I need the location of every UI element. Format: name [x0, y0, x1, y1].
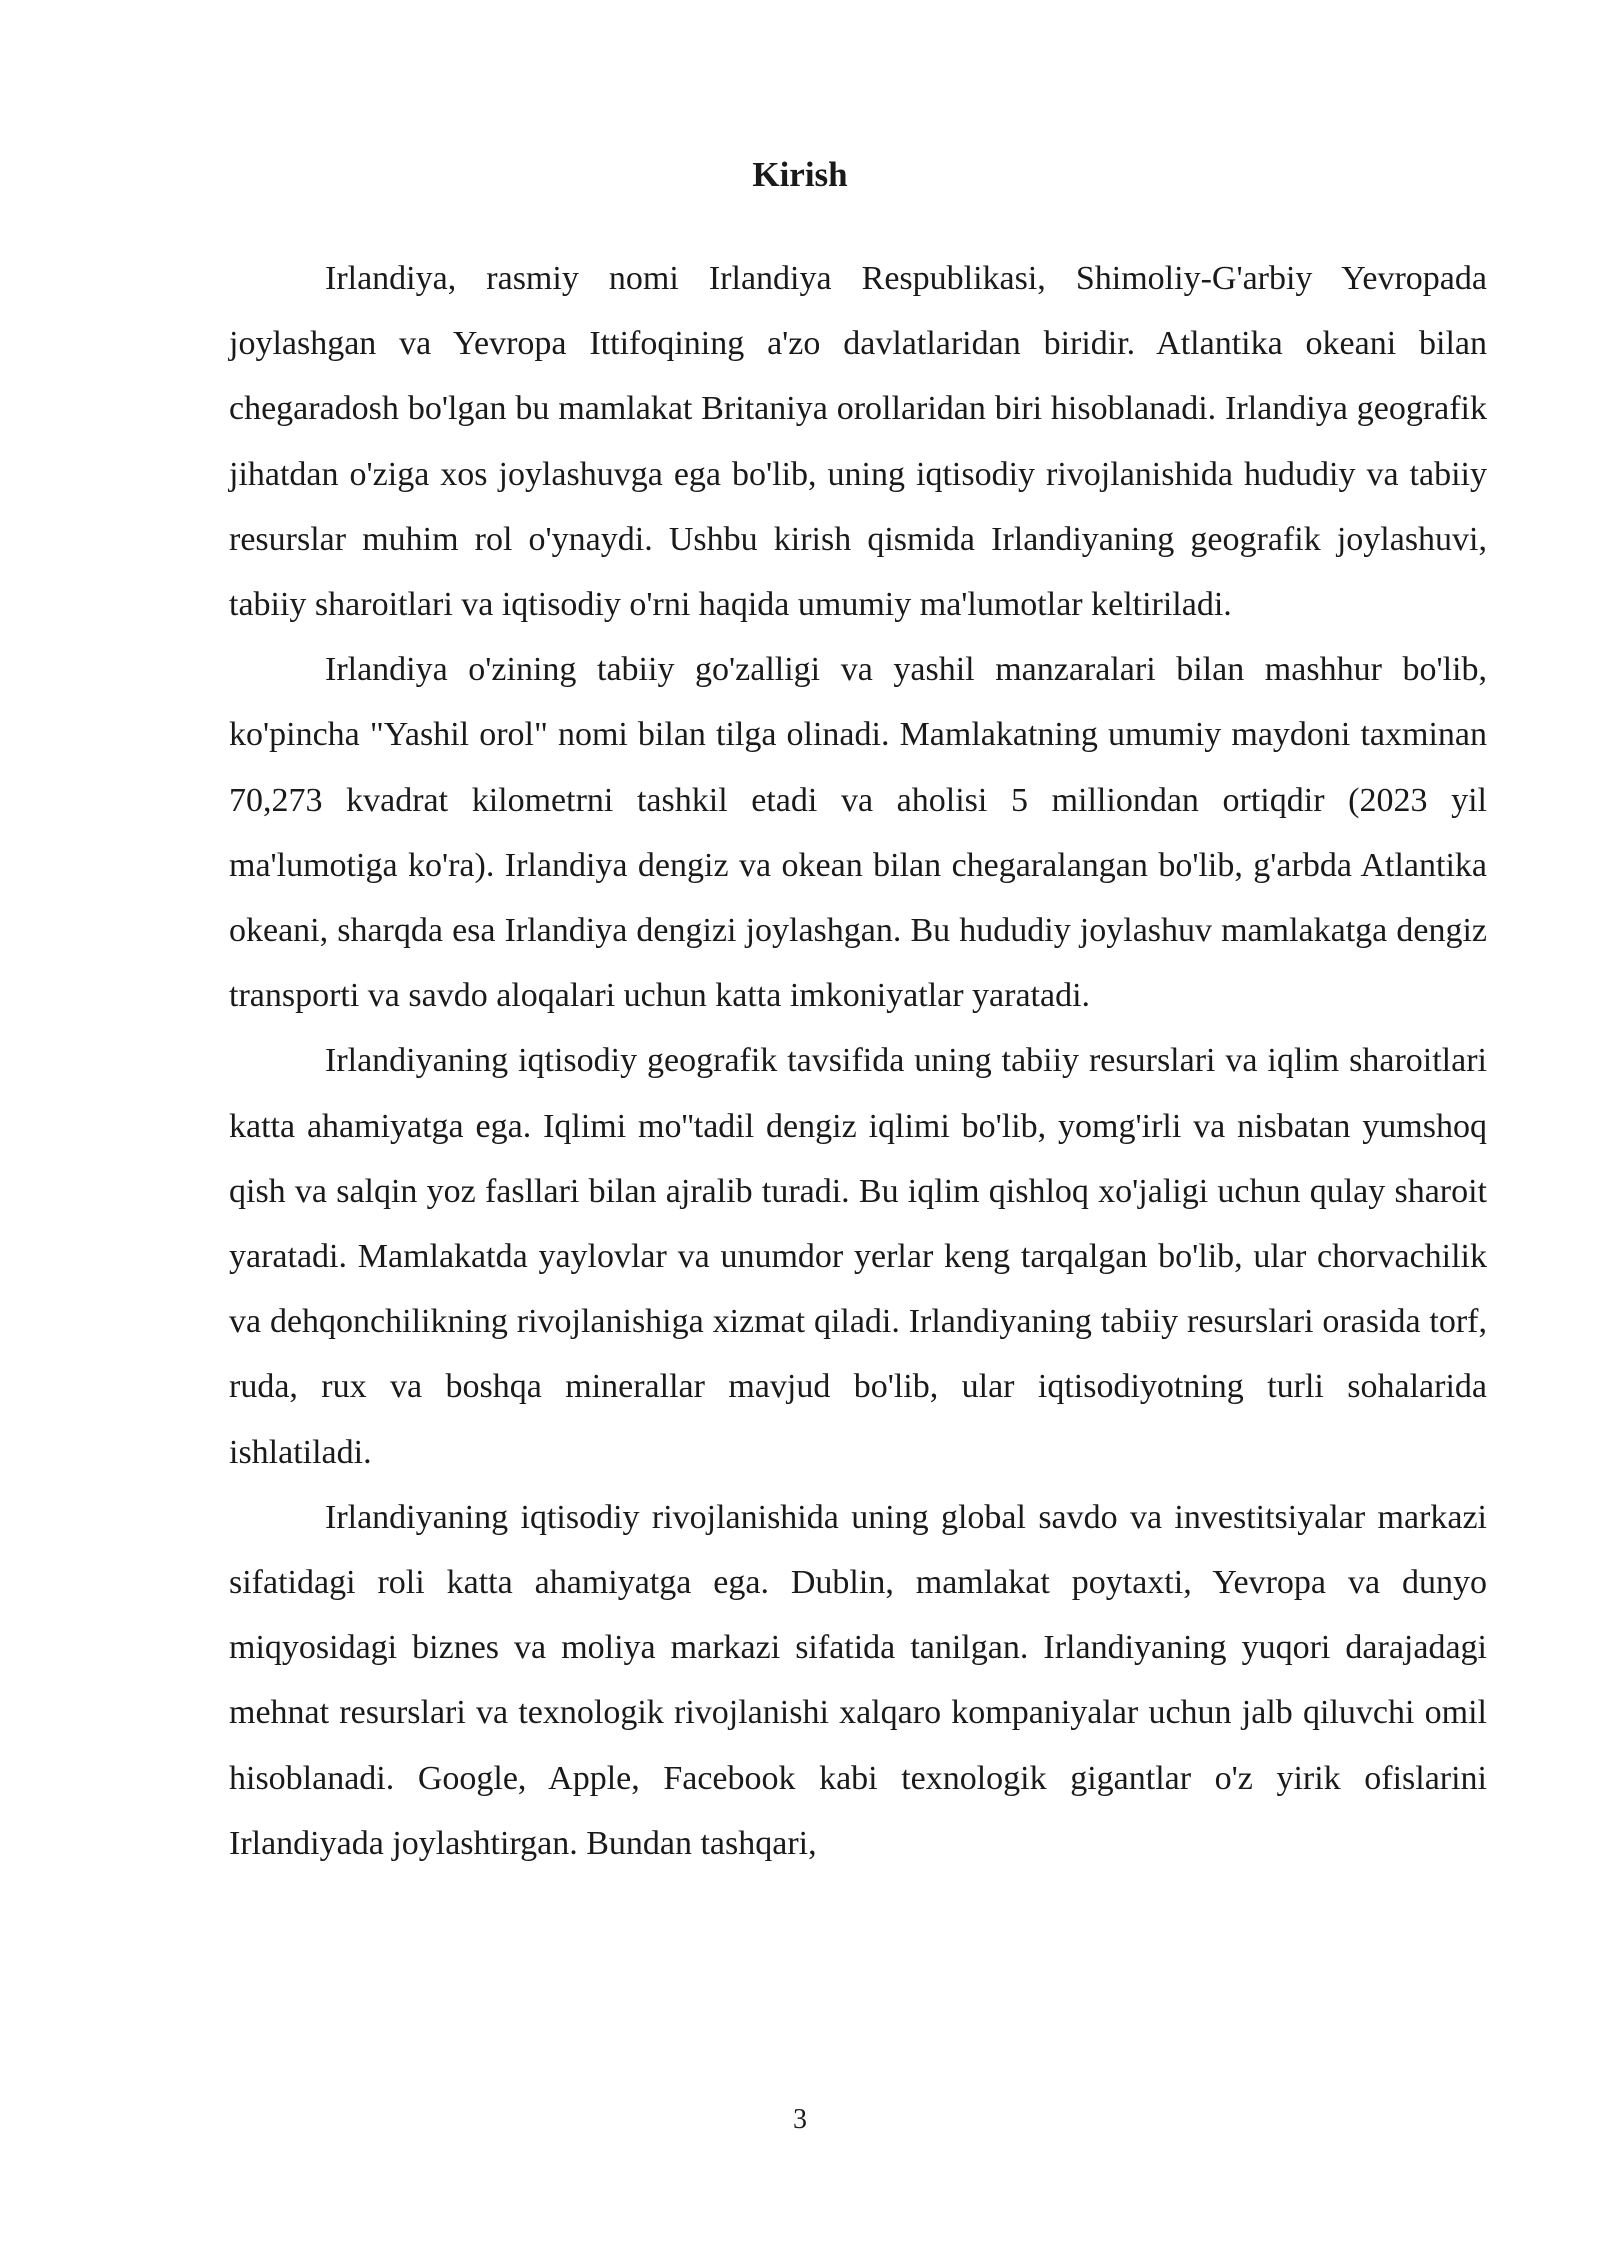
paragraph-1: Irlandiya, rasmiy nomi Irlandiya Respublikasi, Shimoliy-G'arbiy Yevropada joylashgan va Yevropa Ittifoqining a'zo davlatlaridan biridir. Atlantika okeani bilan chegaradosh bo'lgan bu mamlakat Britaniya orollaridan biri hisoblanadi. Irlandiya geografik jihatdan o'ziga xos joylashuvga ega bo'lib, uning iqtisodiy rivojlanishida hududiy va tabiiy resurslar muhim rol o'ynaydi. Ushbu kirish qismida Irlandiyaning geografik joylashuvi, tabiiy sharoitlari va iqtisodiy o'rni haqida umumiy ma'lumotlar keltiriladi. — [229, 260, 1487, 624]
section-title: Kirish — [752, 155, 848, 194]
paragraph-3: Irlandiyaning iqtisodiy geografik tavsifida uning tabiiy resurslari va iqlim sharoitlari katta ahamiyatga ega. Iqlimi mo''tadil dengiz iqlimi bo'lib, yomg'irli va nisbatan yumshoq qish va salqin yoz fasllari bilan ajralib turadi. Bu iqlim qishloq xo'jaligi uchun qulay sharoit yaratadi. Mamlakatda yaylovlar va unumdor yerlar keng tarqalgan bo'lib, ular chorvachilik va dehqonchilikning rivojlanishiga xizmat qiladi. Irlandiyaning tabiiy resurslari orasida torf, ruda, rux va boshqa minerallar mavjud bo'lib, ular iqtisodiyotning turli sohalarida ishlatiladi. — [229, 1042, 1487, 1471]
body-text — [229, 246, 1487, 1876]
paragraph-2: Irlandiya o'zining tabiiy go'zalligi va yashil manzaralari bilan mashhur bo'lib, ko'pincha "Yashil orol" nomi bilan tilga olinadi. Mamlakatning umumiy maydoni taxminan 70,273 kvadrat kilometrni tashkil etadi va aholisi 5 milliondan ortiqdir (2023 yil ma'lumotiga ko'ra). Irlandiya dengiz va okean bilan chegaralangan bo'lib, g'arbda Atlantika okeani, sharqda esa Irlandiya dengizi joylashgan. Bu hududiy joylashuv mamlakatga dengiz transporti va savdo aloqalari uchun katta imkoniyatlar yaratadi. — [229, 651, 1487, 1015]
paragraph-4: Irlandiyaning iqtisodiy rivojlanishida uning global savdo va investitsiyalar markazi sifatidagi roli katta ahamiyatga ega. Dublin, mamlakat poytaxti, Yevropa va dunyo miqyosidagi biznes va moliya markazi sifatida tanilgan. Irlandiyaning yuqori darajadagi mehnat resurslari va texnologik rivojlanishi xalqaro kompaniyalar uchun jalb qiluvchi omil hisoblanadi. Google, Apple, Facebook kabi texnologik gigantlar o'z yirik ofislarini Irlandiyada joylashtirgan. Bundan tashqari, — [229, 1498, 1487, 1862]
page-number: 3 — [793, 2104, 807, 2135]
